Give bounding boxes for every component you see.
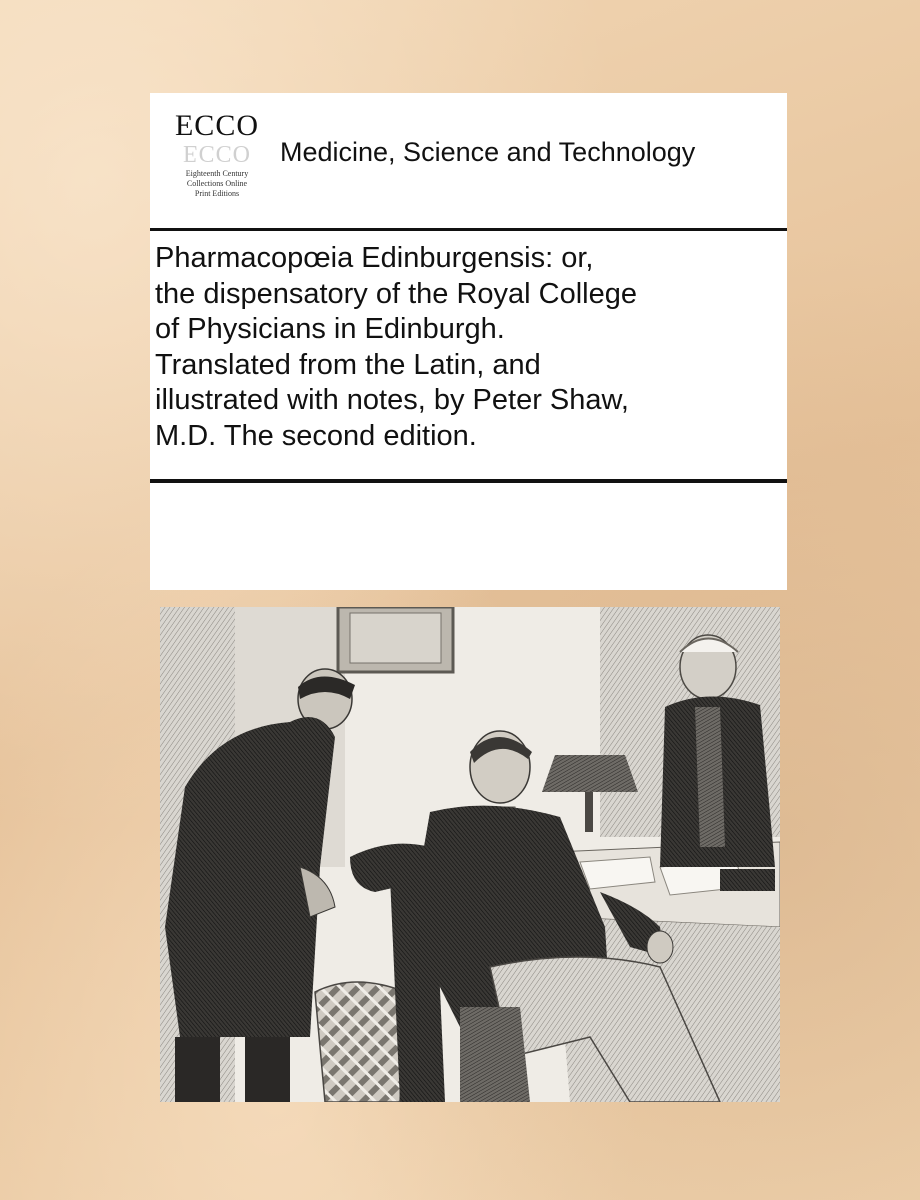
logo-subtitle-line: Collections Online (186, 179, 248, 188)
engraving-illustration (160, 607, 780, 1102)
title-line: of Physicians in Edinburgh. (155, 313, 505, 345)
books-on-desk (720, 869, 775, 891)
logo-subtitle (166, 169, 268, 199)
logo-reflection: ECCO (182, 140, 251, 166)
logo-wordmark: ECCO (174, 109, 259, 142)
title-line: illustrated with notes, by Peter Shaw, (155, 384, 629, 416)
book-title (155, 241, 782, 454)
divider-top (150, 228, 787, 231)
figure-left-legs (175, 1037, 220, 1102)
divider-bottom (150, 479, 787, 483)
title-line: Pharmacopœia Edinburgensis: or, (155, 242, 594, 274)
title-line: M.D. The second edition. (155, 419, 477, 452)
series-title: Medicine, Science and Technology (280, 137, 696, 167)
lamp-shade (542, 755, 638, 792)
title-line: the dispensatory of the Royal College (155, 277, 638, 310)
ecco-logo (166, 107, 268, 217)
wicker-basket (315, 982, 405, 1102)
cover-panel (150, 93, 787, 590)
engraving-drawing (160, 607, 780, 1102)
series-header (150, 93, 787, 227)
logo-subtitle-line: Eighteenth Century (185, 169, 249, 178)
title-line: Translated from the Latin, and (155, 348, 541, 381)
logo-subtitle-line: Print Editions (194, 189, 240, 198)
